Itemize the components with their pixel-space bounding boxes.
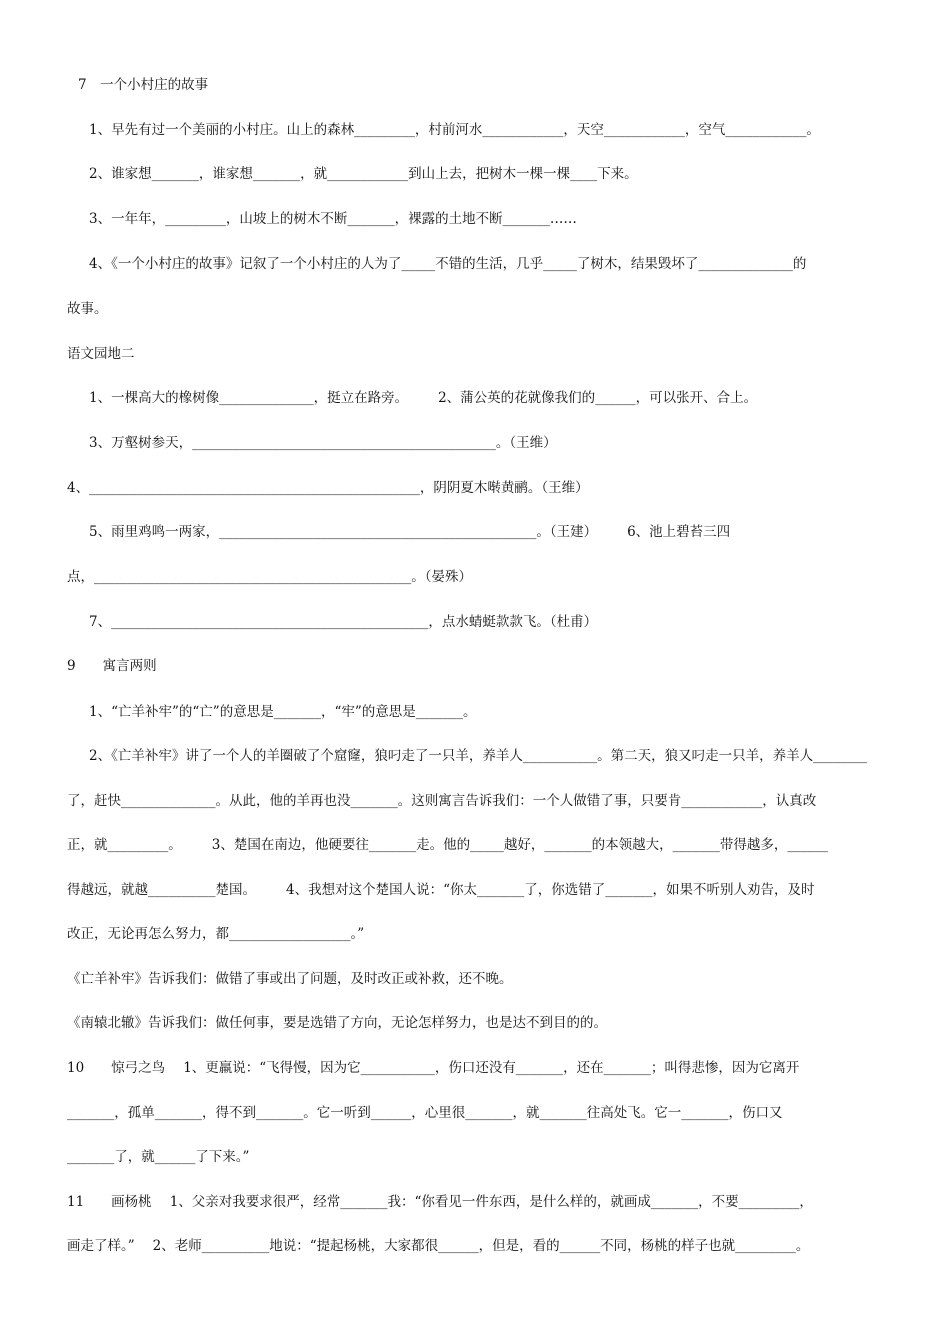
question-9-3-end: 得越远，就越__________楚国。 [67, 882, 256, 898]
question-yd-3: 3、万壑树参天，_____________________________________________。（王维） [89, 435, 557, 451]
question-7-4: 4、《一个小村庄的故事》记叙了一个小村庄的人为了_____不错的生活，几乎_____了树木，结果毁坏了______________的 [89, 256, 807, 272]
question-7-3: 3、一年年，_________，山坡上的树木不断_______，裸露的土地不断_______…… [89, 211, 577, 227]
summary-nan-yuan-bei-zhe: 《南辕北辙》告诉我们：做任何事，要是选错了方向，无论怎样努力，也是达不到目的的。 [67, 1015, 607, 1031]
heading-lesson-7: 7 一个小村庄的故事 [78, 77, 209, 93]
lesson-11-line-1 [67, 1193, 813, 1211]
question-9-1: 1、“亡羊补牢”的“亡”的意思是_______，“牢”的意思是_______。 [89, 704, 477, 720]
lesson-10-line-1 [67, 1059, 799, 1077]
heading-lesson-9: 9 寓言两则 [67, 658, 157, 674]
question-9-2-3 [67, 836, 828, 854]
question-yd-7: 7、_______________________________________________，点水蜻蜓款款飞。（杜甫） [89, 614, 598, 630]
heading-lesson-11: 11 画杨桃 [67, 1194, 152, 1210]
question-9-2-end: 正，就_________。 [67, 837, 182, 853]
question-yd-1: 1、一棵高大的橡树像______________，挺立在路旁。 [89, 390, 409, 406]
question-11-1-end: 画走了样。” [67, 1238, 135, 1254]
lesson-11-line-2 [67, 1237, 809, 1255]
question-yd-5: 5、雨里鸡鸣一两家，_______________________________________________。（王建） [89, 524, 598, 540]
question-yd-6-cont: 点，_______________________________________________。（晏殊） [67, 569, 472, 585]
question-yd-4: 4、_________________________________________________，阴阴夏木啭黄鹂。（王维） [67, 480, 589, 496]
question-yd-5-6 [89, 523, 730, 541]
heading-lesson-10: 10 惊弓之鸟 [67, 1060, 166, 1076]
question-7-4-cont: 故事。 [67, 301, 108, 317]
question-yd-1-2 [89, 389, 757, 407]
question-9-4: 4、我想对这个楚国人说：“你太_______了，你选错了_______，如果不听别人劝告，及时 [286, 882, 815, 898]
question-10-1-end: _______了，就______了下来。” [67, 1149, 250, 1165]
question-9-3: 3、楚国在南边，他硬要往_______走。他的_____越好，_______的本领越大，_______带得越多，______ [211, 837, 828, 853]
question-7-2: 2、谁家想_______，谁家想_______，就____________到山上去，把树木一棵一棵____下来。 [89, 166, 638, 182]
question-11-1: 1、父亲对我要求很严，经常_______我：“你看见一件东西，是什么样的，就画成_______，不要_________， [169, 1194, 813, 1210]
question-9-2-cont: 了，赶快______________。从此，他的羊再也没_______。这则寓言告诉我们：一个人做错了事，只要肯____________，认真改 [67, 793, 817, 809]
question-11-2: 2、老师__________地说：“提起杨桃，大家都很______，但是，看的______不同，杨桃的样子也就_________。 [152, 1238, 810, 1254]
heading-yuwen-yuandi-2: 语文园地二 [67, 346, 135, 362]
question-7-1: 1、早先有过一个美丽的小村庄。山上的森林_________，村前河水____________，天空____________，空气____________。 [89, 122, 820, 138]
summary-wang-yang-bu-lao: 《亡羊补牢》告诉我们：做错了事或出了问题，及时改正或补救，还不晚。 [67, 971, 513, 987]
question-10-1-cont: _______，孤单_______，得不到_______。它一听到______，心里很_______，就_______往高处飞。它一_______，伤口又 [67, 1105, 783, 1121]
question-9-3-4 [67, 881, 815, 899]
question-yd-6: 6、池上碧苔三四 [627, 524, 731, 540]
question-9-2: 2、《亡羊补牢》讲了一个人的羊圈破了个窟窿，狼叼走了一只羊，养羊人___________。第二天，狼又叼走一只羊，养羊人________ [89, 748, 868, 764]
question-yd-2: 2、蒲公英的花就像我们的______，可以张开、合上。 [438, 390, 758, 406]
question-10-1: 1、更羸说：“飞得慢，因为它___________，伤口还没有_______，还在_______；叫得悲惨，因为它离开 [183, 1060, 800, 1076]
question-9-4-cont: 改正，无论再怎么努力，都__________________。” [67, 926, 365, 942]
